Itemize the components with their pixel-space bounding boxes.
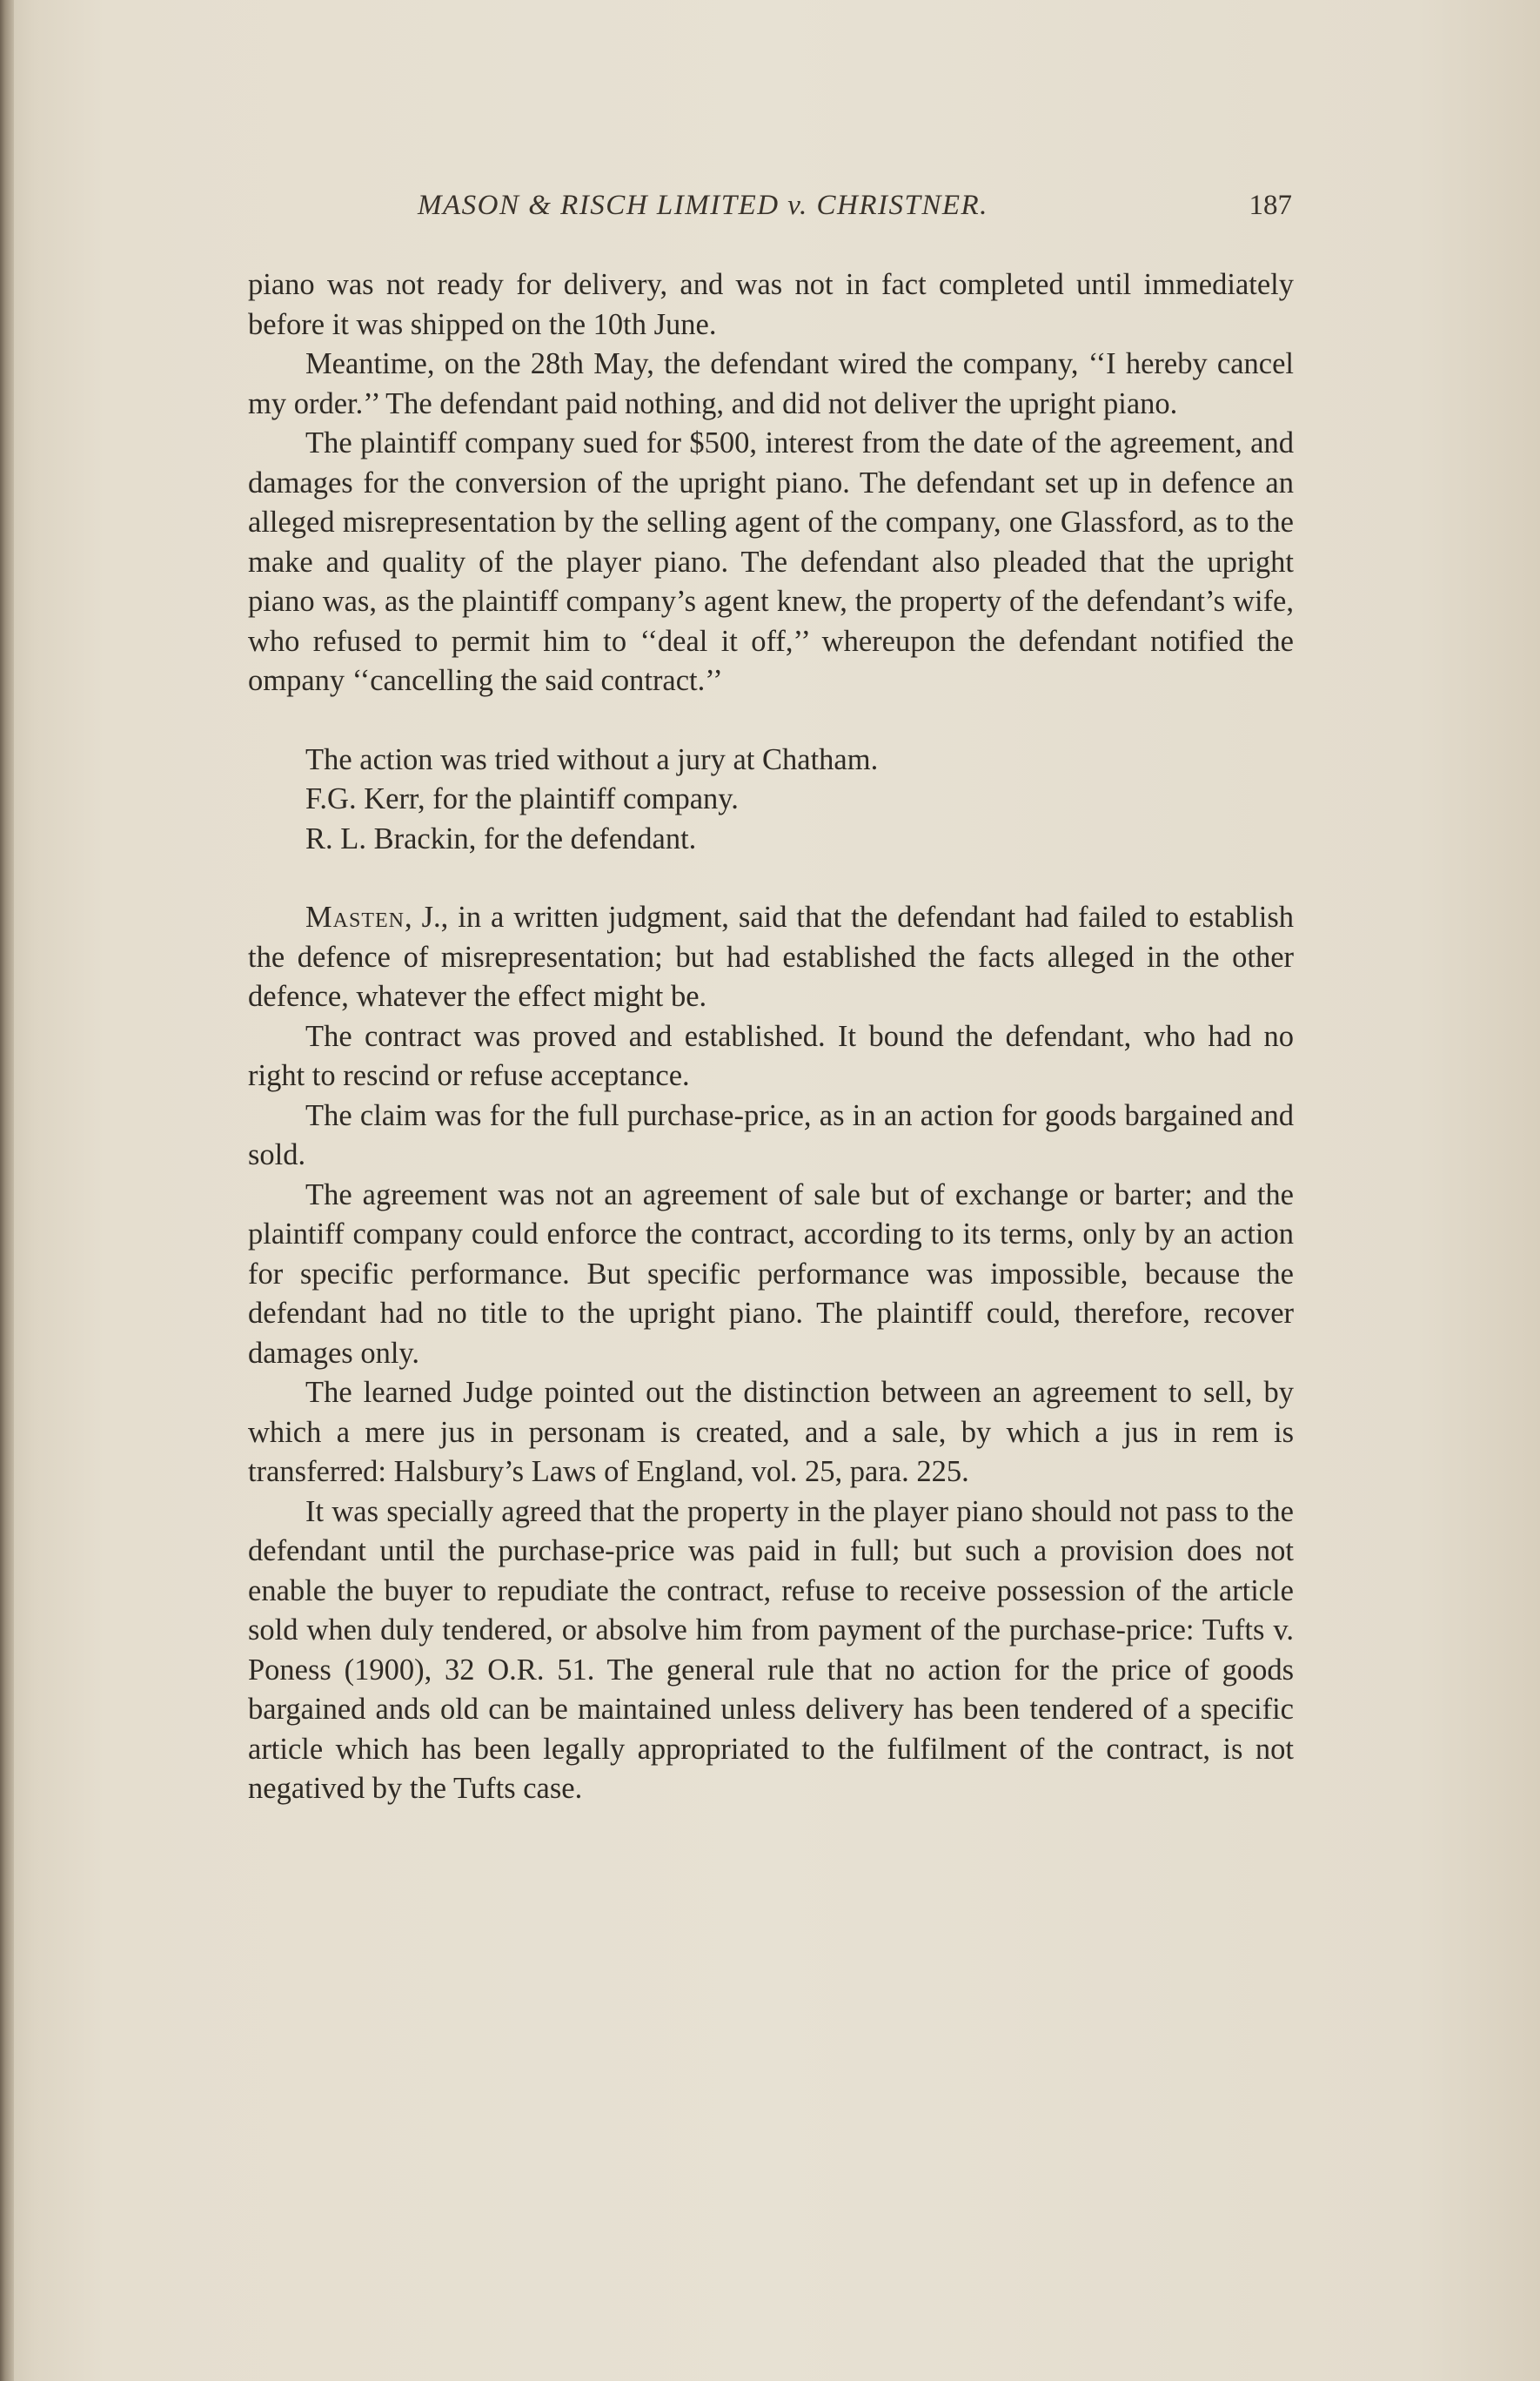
paragraph: The plaintiff company sued for $500, interest from the date of the agreement, and damages for the conversion of the upright piano. The defendant set up in defence an alleged misrepresentation by the selling agent of the company, one Glassford, as to the make and quality of the player piano. The defendant also pleaded that the upright piano was, as the plaintiff company’s agent knew, the property of the defendant’s wife, who refused to permit him to ‘‘deal it off,’’ whereupon the defendant notified the ompany ‘‘cancelling the said contract.’’: [248, 426, 1294, 697]
judge-name: Masten: [305, 901, 405, 934]
paragraph: It was specially agreed that the property in the player piano should not pass to the defendant until the purchase-price was paid in full; but such a provision does not enable the buyer to repudiate the contract, refuse to receive possession of the article sold when duly tendered, or absolve him from payment of the purchase-price: Tufts v. Poness (1900), 32 O.R. 51. The general rule that no action for the price of goods bargained ands old can be maintained unless delivery has been tendered of a specific article which has been legally appropriated to the fulfilment of the contract, is not negatived by the Tufts case.: [248, 1494, 1294, 1805]
page-header: [248, 190, 1292, 230]
binding-gutter: [0, 0, 14, 2381]
running-title: MASON & RISCH LIMITED v. CHRISTNER.: [418, 190, 988, 221]
paragraph: The action was tried without a jury at Chatham.: [305, 742, 879, 776]
body-text: [248, 265, 1294, 1809]
paragraph: [248, 898, 1294, 1017]
paragraph: The claim was for the full purchase-price, as in an action for goods bargained and sold.: [248, 1098, 1294, 1171]
paragraph: piano was not ready for delivery, and was not in fact completed until immediately before it was shipped on the 10th June.: [248, 268, 1294, 341]
paragraph: Meantime, on the 28th May, the defendant wired the company, ‘‘I hereby cancel my order.’’ The defendant paid nothing, and did not deliver the upright piano.: [248, 347, 1294, 420]
paragraph: The learned Judge pointed out the distinction between an agreement to sell, by which a mere jus in personam is created, and a sale, by which a jus in rem is transferred: Halsbury’s Laws of England, vol. 25, para. 225.: [248, 1376, 1294, 1488]
paragraph: R. L. Brackin, for the defendant.: [305, 822, 697, 855]
paragraph: The contract was proved and established. It bound the defendant, who had no right to rescind or refuse acceptance.: [248, 1019, 1294, 1092]
paragraph: F.G. Kerr, for the plaintiff company.: [305, 782, 739, 815]
paragraph-text: , J., in a written judgment, said that the defendant had failed to establish the defence of misrepresentation; but had established the facts alleged in the other defence, whatever the effect might be.: [248, 901, 1294, 1013]
page-number: 187: [1249, 190, 1292, 221]
paragraph: The agreement was not an agreement of sale but of exchange or barter; and the plaintiff company could enforce the contract, according to its terms, only by an action for specific performance. But specific performance was impossible, because the defendant had no title to the upright piano. The plaintiff could, therefore, recover damages only.: [248, 1177, 1294, 1370]
